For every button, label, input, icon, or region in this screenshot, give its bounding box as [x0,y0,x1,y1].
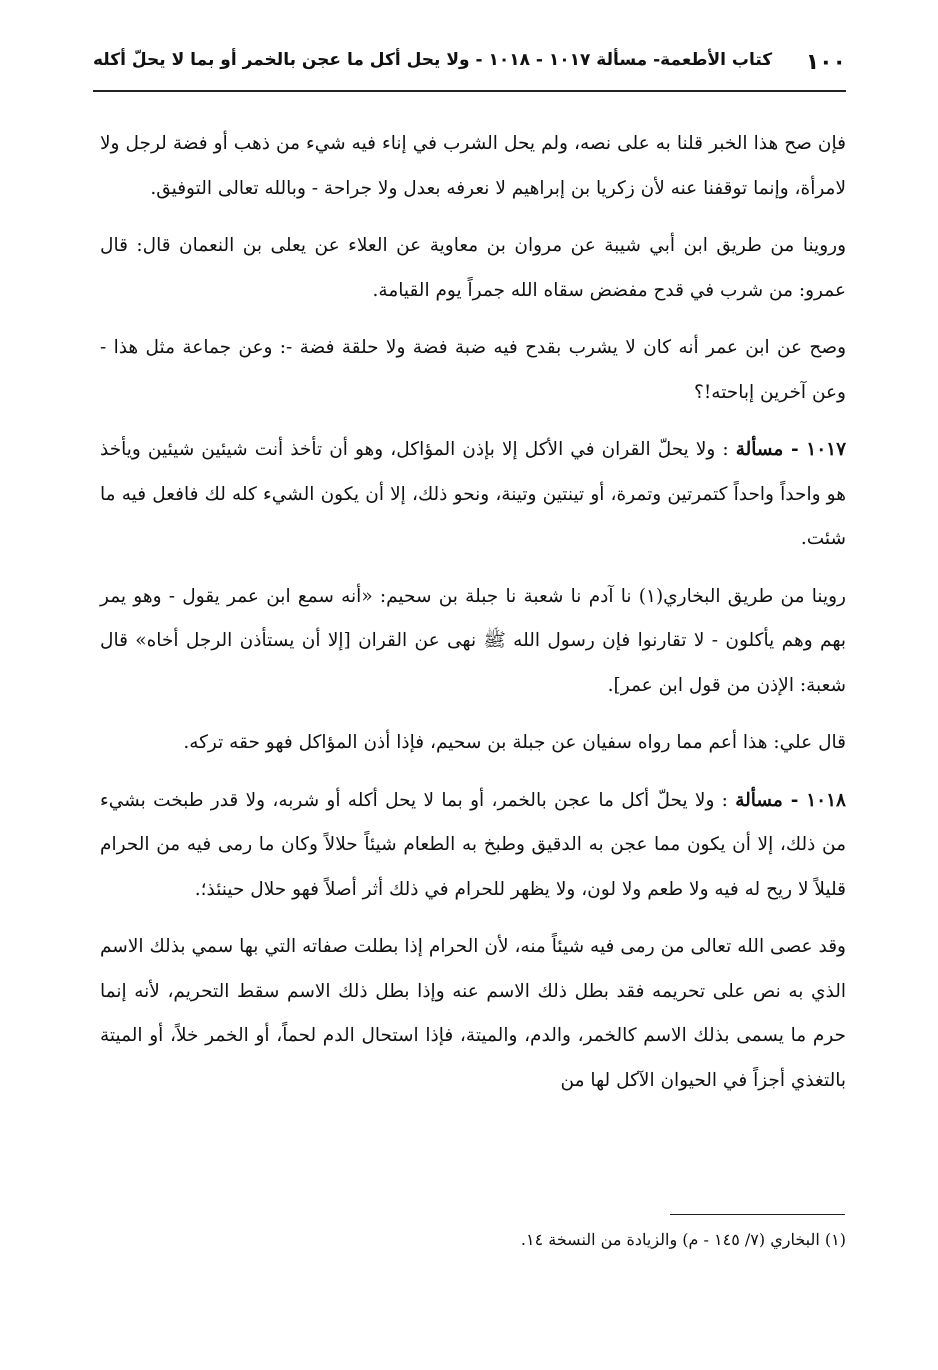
paragraph: روينا من طريق البخاري(١) نا آدم نا شعبة نا جبلة بن سحيم: «أنه سمع ابن عمر يقول - وهو يمر بهم وهم يأكلون - لا تقارنوا فإن رسول الله ﷺ نهى عن القران [إلا أن يستأذن الرجل أخاه» قال شعبة: الإذن من قول ابن عمر]. [100,585,846,696]
paragraph: فإن صح هذا الخبر قلنا به على نصه، ولم يحل الشرب في إناء فيه شيء من ذهب أو فضة لرجل ولا لامرأة، وإنما توقفنا عنه لأن زكريا بن إبراهيم لا نعرفه بعدل ولا جراحة - وبالله تعالى التوفيق. [100,133,846,199]
page-header [93,50,846,92]
main-text [100,122,846,1116]
paragraph: قال علي: هذا أعم مما رواه سفيان عن جبلة بن سحيم، فإذا أذن المؤاكل فهو حقه تركه. [183,732,846,753]
issue-number: ١٠١٨ - مسألة [735,789,846,811]
page-number: ١٠٠ [805,50,846,75]
paragraph: وروينا من طريق ابن أبي شيبة عن مروان بن معاوية عن العلاء عن يعلى بن النعمان قال: قال عمرو: من شرب في قدح مفضض سقاه الله جمراً يوم القيامة. [100,235,846,301]
paragraph-mas-ala-1017: ١٠١٧ - مسألة : ولا يحلّ القران في الأكل إلا بإذن المؤاكل، وهو أن تأخذ أنت شيئين شيئين ويأخذ هو واحداً واحداً كتمرتين وتمرة، أو تينتين وتينة، ونحو ذلك، إلا أن يكون الشيء كله لك فافعل فيه ما شئت. [100,439,847,549]
paragraph-mas-ala-1018: ١٠١٨ - مسألة : ولا يحلّ أكل ما عجن بالخمر، أو بما لا يحل أكله أو شربه، ولا قدر طبخت بشيء من ذلك، إلا أن يكون مما عجن به الدقيق وطبخ به الطعام شيئاً حلالاً وكان ما رمى فيه من الحرام قليلاً لا ريح له فيه ولا طعم ولا لون، ولا يظهر للحرام في ذلك أثر أصلاً فهو حلال حينئذ؛. [100,789,846,900]
footnote-divider [670,1214,845,1215]
footnote: (١) البخاري (٧/ ١٤٥ - م) والزيادة من النسخة ١٤. [520,1230,846,1249]
paragraph: وصح عن ابن عمر أنه كان لا يشرب بقدح فيه ضبة فضة ولا حلقة فضة -: وعن جماعة مثل هذا - وعن آخرين إباحته!؟ [100,337,846,403]
paragraph: وقد عصى الله تعالى من رمى فيه شيئاً منه، لأن الحرام إذا بطلت صفاته التي بها سمي بذلك الاسم الذي به نص على تحريمه فقد بطل ذلك الاسم عنه وإذا بطل ذلك الاسم سقط التحريم، لأنه إنما حرم ما يسمى بذلك الاسم كالخمر، والدم، والميتة، فإذا استحال الدم لحماً، أو الخمر خلاً، أو الميتة بالتغذي أجزاً في الحيوان الآكل لها من [100,936,846,1091]
issue-number: ١٠١٧ - مسألة [735,439,847,460]
running-title: كتاب الأطعمة- مسألة ١٠١٧ - ١٠١٨ - ولا يحل أكل ما عجن بالخمر أو بما لا يحلّ أكله [93,50,773,70]
